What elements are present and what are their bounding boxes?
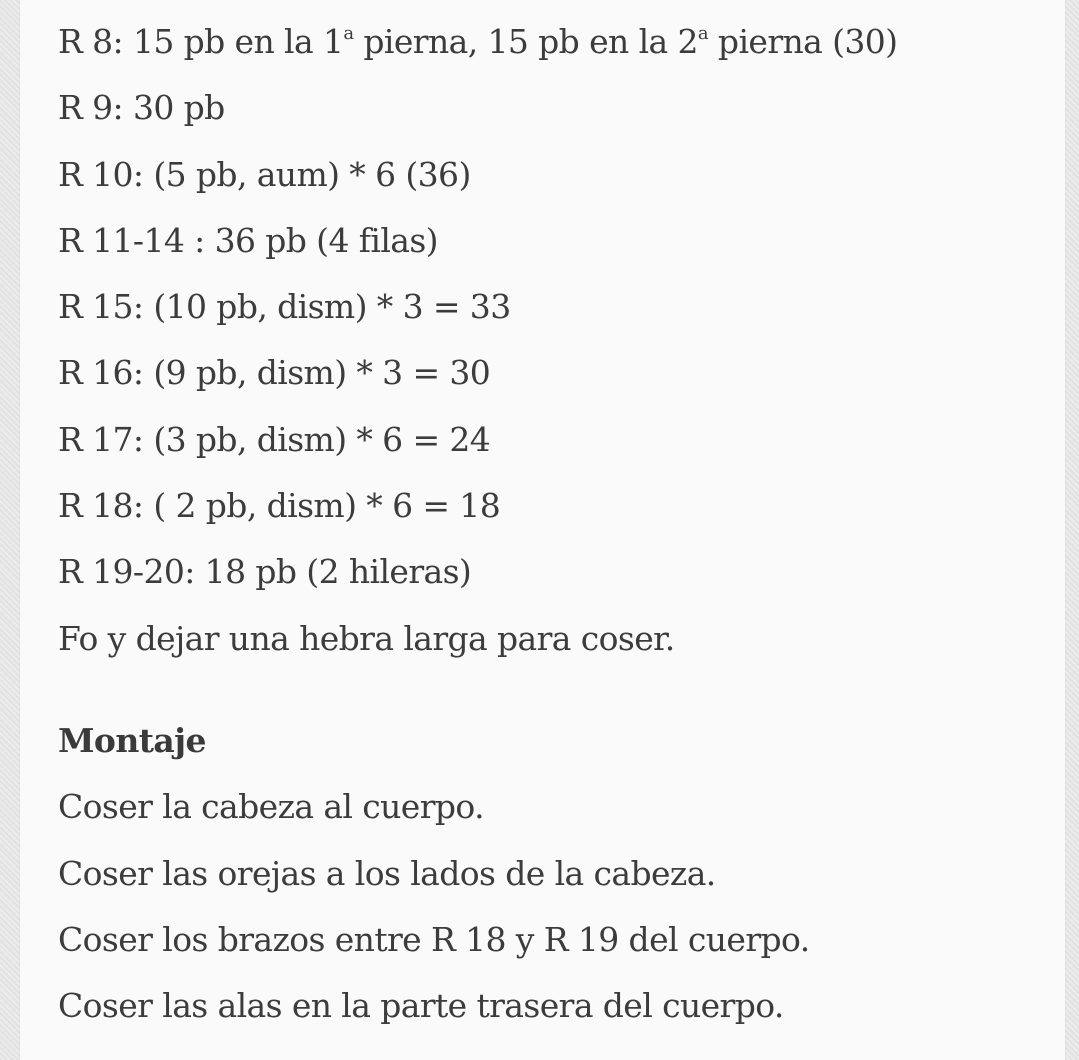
row-17: R 17: (3 pb, dism) * 6 = 24 [58, 419, 491, 459]
finish-instruction: Fo y dejar una hebra larga para coser. [58, 618, 675, 658]
row-9: R 9: 30 pb [58, 88, 225, 128]
row-19-20: R 19-20: 18 pb (2 hileras) [58, 552, 472, 592]
ordinal-superscript: a [343, 23, 354, 44]
row-8-part-1: R 8: 15 pb en la 1 [58, 22, 344, 61]
assembly-step: Coser las orejas a los lados de la cabeza. [58, 853, 716, 893]
pattern-text [58, 9, 1058, 1039]
row-16: R 16: (9 pb, dism) * 3 = 30 [58, 353, 491, 393]
assembly-step: Coser las alas en la parte trasera del cuerpo. [58, 986, 784, 1026]
ordinal-superscript: a [697, 23, 709, 44]
assembly-step: Coser los brazos entre R 18 y R 19 del cuerpo. [58, 919, 810, 959]
row-18: R 18: ( 2 pb, dism) * 6 = 18 [58, 486, 501, 526]
page-edge-right [1065, 0, 1079, 1060]
assembly-heading: Montaje [58, 720, 206, 760]
row-10: R 10: (5 pb, aum) * 6 (36) [58, 154, 471, 194]
row-8-part-3: pierna (30) [708, 22, 898, 61]
assembly-step: Coser la cabeza al cuerpo. [58, 787, 484, 827]
section-gap [58, 672, 1058, 708]
row-15: R 15: (10 pb, dism) * 3 = 33 [58, 287, 511, 327]
row-8-part-2: pierna, 15 pb en la 2 [353, 22, 698, 61]
pattern-content [20, 0, 1065, 1060]
page-edge-left [0, 0, 20, 1060]
row-11-14: R 11-14 : 36 pb (4 filas) [58, 220, 438, 260]
row-8 [58, 9, 1058, 75]
